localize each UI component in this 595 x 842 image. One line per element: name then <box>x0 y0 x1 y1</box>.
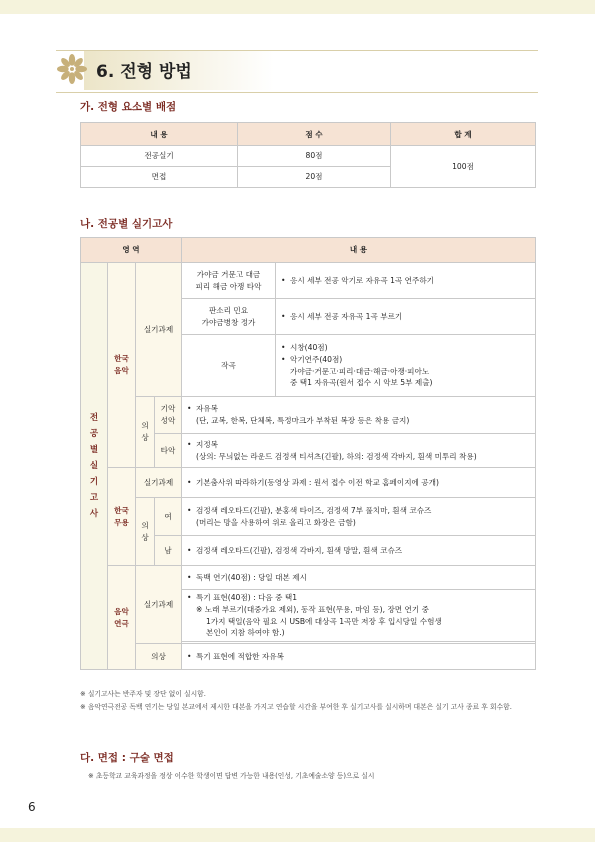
table-header-row <box>81 123 536 146</box>
male-label: 남 <box>155 536 182 566</box>
female-label: 여 <box>155 498 182 536</box>
score-table <box>80 122 536 188</box>
note-accompaniment: ※ 실기고사는 반주자 및 장단 없이 실시함. <box>80 690 206 698</box>
col-header-total: 합 계 <box>391 123 536 146</box>
row-score: 80점 <box>238 146 391 167</box>
bottom-band <box>0 828 595 842</box>
col-header-area: 영 역 <box>81 238 182 263</box>
female-costume-desc: • 검정색 레오타드(긴팔), 분홍색 타이즈, 검정색 7부 풀치마, 흰색 코슈즈 (머리는 망을 사용하여 위로 올리고 화장은 금함) <box>182 498 536 536</box>
col-header-score: 점 수 <box>238 123 391 146</box>
practical-exam-table <box>80 237 536 670</box>
korean-music-label: 한국 음악 <box>108 263 136 468</box>
total-score: 100점 <box>391 146 536 188</box>
vocal-desc: • 응시 세부 전공 자유곡 1곡 부르기 <box>276 299 536 335</box>
music-theater-label: 음악 연극 <box>108 566 136 670</box>
taak-label: 타악 <box>155 434 182 468</box>
section-title: 6. 전형 방법 <box>96 62 192 82</box>
theater-monologue: • 독백 연기(40점) : 당일 대본 제시 <box>182 566 536 590</box>
theater-costume-label: 의상 <box>136 644 182 670</box>
dance-practical-label: 실기과제 <box>136 468 182 498</box>
col-header-content: 내 용 <box>182 238 536 263</box>
row-item: 면접 <box>81 167 238 188</box>
flower-ornament-icon <box>56 53 88 85</box>
practical-label: 실기과제 <box>136 263 182 397</box>
male-costume-desc: • 검정색 레오타드(긴팔), 검정색 각바지, 흰색 망말, 흰색 코슈즈 <box>182 536 536 566</box>
note-monologue: ※ 음악연극전공 독백 연기는 당일 본교에서 제시한 대본을 가지고 연습할 시간을 부여한 후 실기고사를 실시하며 대본은 실기 고사 종료 후 회수함. <box>80 703 512 711</box>
row-item: 전공실기 <box>81 146 238 167</box>
note-interview: ※ 초등학교 교육과정을 정상 이수한 학생이면 답변 가능한 내용(인성, 기초예술소양 등)으로 실시 <box>88 772 375 780</box>
subheading-practical: 나. 전공별 실기고사 <box>80 218 173 230</box>
vocal-list: 판소리 민요 가야금병창 정가 <box>182 299 276 335</box>
gieak-costume-desc: • 자유복 (단, 교복, 한복, 단체복, 특정마크가 부착된 복장 등은 착용 금지) <box>182 397 536 434</box>
page-number: 6 <box>28 800 36 814</box>
taak-costume-desc: • 지정복 (상의: 무늬없는 라운드 검정색 티셔츠(긴팔), 하의: 검정색 각바지, 흰색 미투리 착용) <box>182 434 536 468</box>
col-header-content: 내 용 <box>81 123 238 146</box>
section-header <box>56 50 538 92</box>
dance-costume-label: 의 상 <box>136 498 155 566</box>
theater-practical-label: 실기과제 <box>136 566 182 644</box>
dance-practical-desc: • 기본춤사위 따라하기(동영상 과제 : 원서 접수 이전 학교 홈페이지에 공개) <box>182 468 536 498</box>
subheading-interview: 다. 면접 : 구술 면접 <box>80 752 174 764</box>
costume-label: 의 상 <box>136 397 155 468</box>
theater-costume-desc: • 특기 표현에 적합한 자유복 <box>182 644 536 670</box>
korean-dance-label: 한국 무용 <box>108 468 136 566</box>
top-band <box>0 0 595 14</box>
gieak-seongak-label: 기악 성악 <box>155 397 182 434</box>
table-row <box>81 146 536 167</box>
major-group-label: 전 공 별 실 기 고 사 <box>81 263 108 670</box>
instrument-desc: • 응시 세부 전공 악기로 자유곡 1곡 연주하기 <box>276 263 536 299</box>
composition-label: 작곡 <box>182 335 276 397</box>
row-score: 20점 <box>238 167 391 188</box>
composition-desc: • 시창(40점) • 악기연주(40점) 가야금·거문고·피리·대금·해금·아쟁·피아노 중 택1 자유곡(원서 접수 시 악보 5부 제출) <box>276 335 536 397</box>
subheading-scores: 가. 전형 요소별 배점 <box>80 101 177 113</box>
instrument-list: 가야금 거문고 대금 피리 해금 아쟁 타악 <box>182 263 276 299</box>
theater-special: • 특기 표현(40점) : 다음 중 택1 ※ 노래 부르기(대중가요 제외), 동작 표현(무용, 마임 등), 장면 연기 중 1가지 택일(음악 필요 시 USB에 대상곡 1곡만 저장 후 입시당일 수험생 본인이 지참 하여야 함.) <box>182 590 536 642</box>
